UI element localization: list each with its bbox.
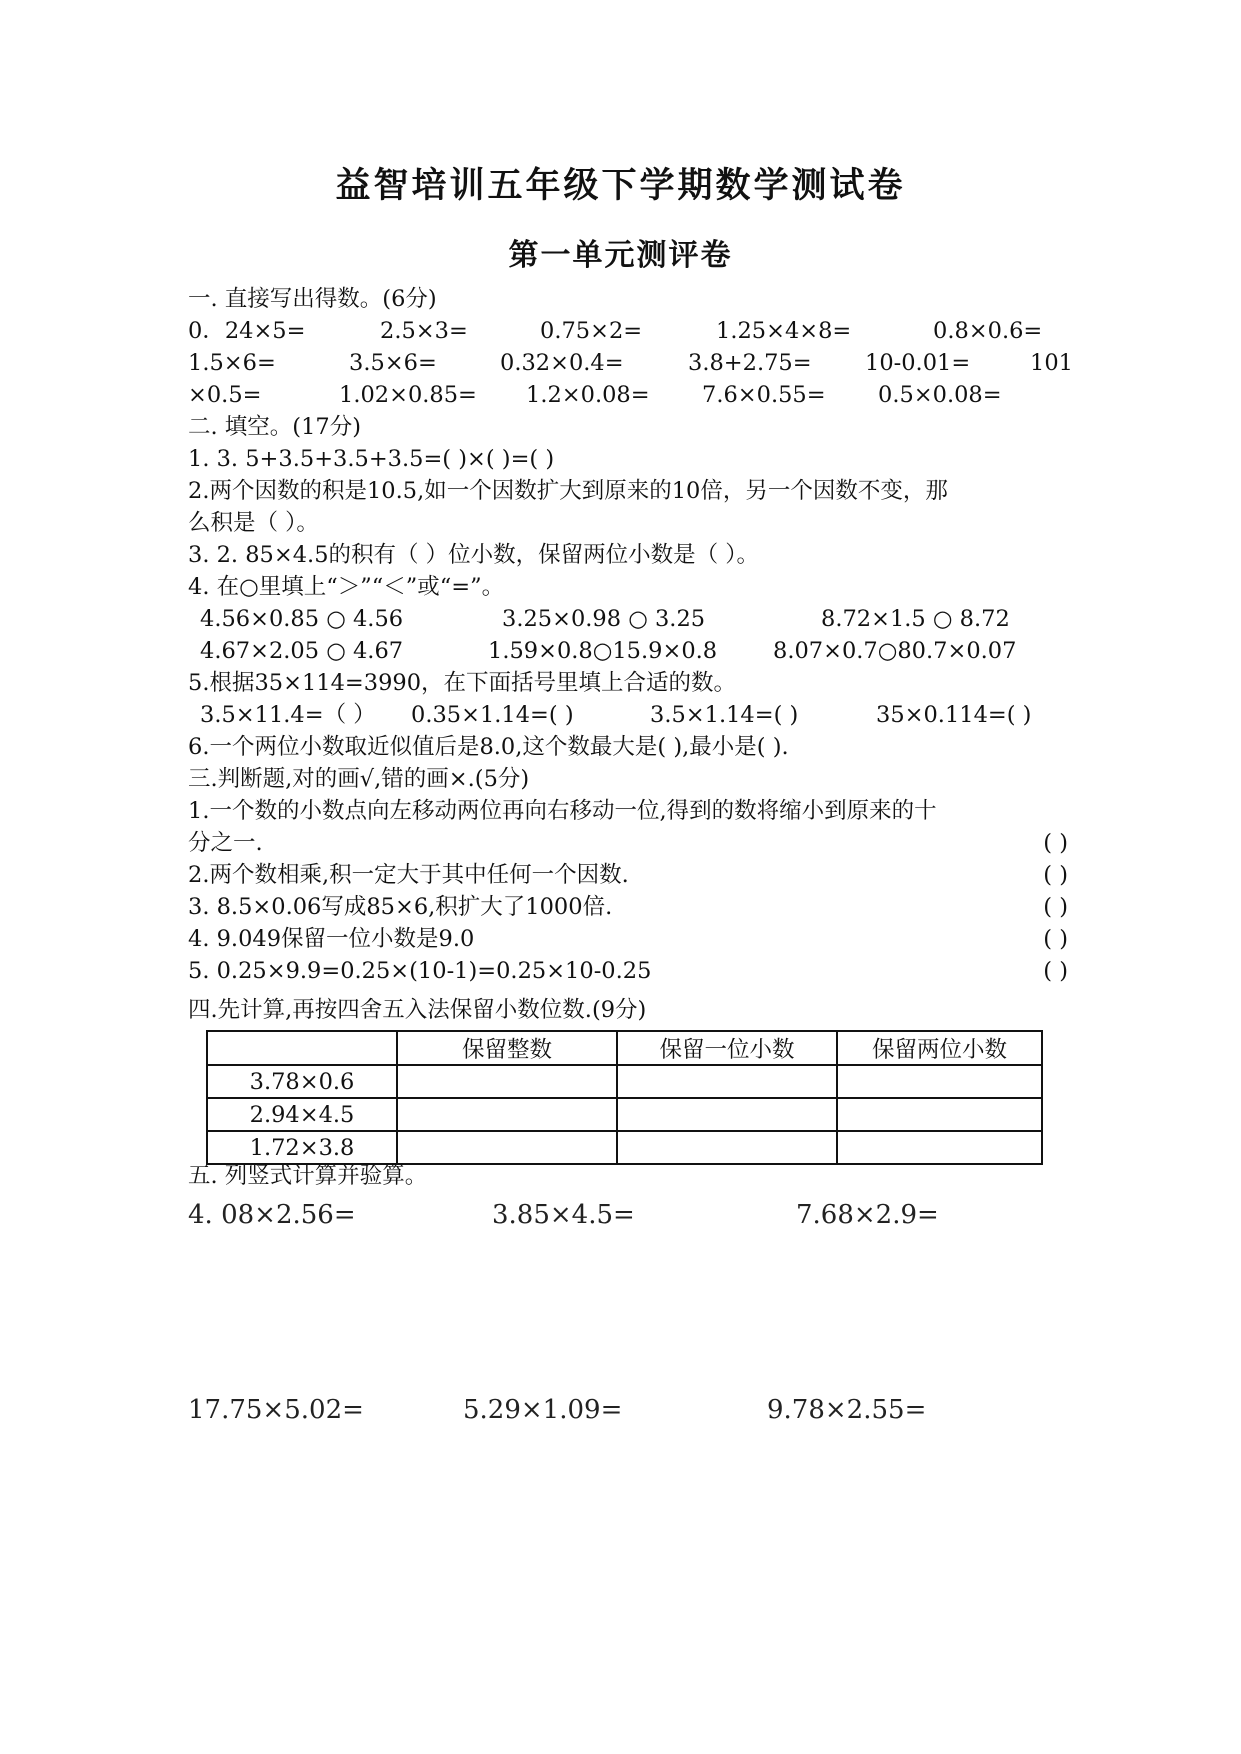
s2-question-3: 3. 2. 85×4.5的积有（ ）位小数，保留两位小数是（ ）。 [188, 542, 760, 568]
comparison-item: 1.59×0.8○15.9×0.8 [488, 638, 718, 664]
answer-parentheses: ( ) [1043, 862, 1068, 888]
s1-item: 10-0.01= [865, 350, 971, 376]
answer-cell[interactable] [617, 1098, 837, 1131]
answer-cell[interactable] [837, 1098, 1042, 1131]
answer-cell[interactable] [397, 1098, 617, 1131]
s1-item: 1.2×0.08= [526, 382, 650, 408]
vertical-calc-problem: 9.78×2.55= [767, 1395, 927, 1425]
fill-item: 3.5×11.4=（ ） [200, 702, 376, 728]
table-row [207, 1065, 1042, 1098]
s2-q4-row1 [188, 603, 1068, 635]
s2-question-1: 1. 3. 5+3.5+3.5+3.5=( )×( )=( ) [188, 446, 555, 472]
section5-heading: 五. 列竖式计算并验算。 [188, 1163, 428, 1189]
s2-question-4: 4. 在○里填上“＞”“＜”或“=”。 [188, 574, 505, 600]
s1-item: 0．24×5= [188, 318, 306, 344]
answer-parentheses: ( ) [1043, 926, 1068, 952]
s1-item: 1.25×4×8= [716, 318, 852, 344]
table-row-label: 1.72×3.8 [207, 1131, 397, 1164]
section1-row1 [188, 315, 1068, 347]
comparison-item: 8.72×1.5 ○ 8.72 [821, 606, 1010, 632]
comparison-item: 4.56×0.85 ○ 4.56 [200, 606, 404, 632]
s2-question-2-cont: 么积是（ ）。 [188, 510, 319, 536]
section4-heading: 四.先计算,再按四舍五入法保留小数位数.(9分) [188, 997, 647, 1023]
s1-item: 1.02×0.85= [339, 382, 477, 408]
table-row-label: 3.78×0.6 [207, 1065, 397, 1098]
section2-heading: 二. 填空。(17分) [188, 414, 361, 440]
table-row-label: 2.94×4.5 [207, 1098, 397, 1131]
s3-q2-text: 2.两个数相乘,积一定大于其中任何一个因数. [188, 862, 629, 888]
s2-q4-row2 [188, 635, 1068, 667]
s1-item: 0.32×0.4= [500, 350, 624, 376]
s3-q3-text: 3. 8.5×0.06写成85×6,积扩大了1000倍. [188, 894, 613, 920]
fill-item: 35×0.114=( ) [876, 702, 1032, 728]
s3-question-2 [188, 859, 1068, 891]
section1-row3 [188, 379, 1068, 411]
page-title: 益智培训五年级下学期数学测试卷 [335, 166, 906, 206]
s3-question-1: 1.一个数的小数点向左移动两位再向右移动一位,得到的数将缩小到原来的十 [188, 798, 937, 824]
s2-question-6: 6.一个两位小数取近似值后是8.0,这个数最大是( ),最小是( ). [188, 734, 789, 760]
s1-item: 2.5×3= [380, 318, 468, 344]
section1-row2 [188, 347, 1073, 379]
answer-parentheses: ( ) [1043, 894, 1068, 920]
s3-q4-text: 4. 9.049保留一位小数是9.0 [188, 926, 475, 952]
s2-q5-row [188, 699, 1068, 731]
s3-question-4 [188, 923, 1068, 955]
vertical-calc-problem: 4. 08×2.56= [188, 1200, 356, 1230]
comparison-item: 3.25×0.98 ○ 3.25 [502, 606, 706, 632]
answer-cell[interactable] [397, 1065, 617, 1098]
answer-cell[interactable] [837, 1065, 1042, 1098]
s1-item: 3.8+2.75= [688, 350, 812, 376]
answer-parentheses: ( ) [1043, 958, 1068, 984]
s1-item: 7.6×0.55= [702, 382, 826, 408]
s1-item: 0.8×0.6= [933, 318, 1043, 344]
s2-question-2: 2.两个因数的积是10.5,如一个因数扩大到原来的10倍，另一个因数不变，那 [188, 478, 948, 504]
s3-question-3 [188, 891, 1068, 923]
s2-question-5: 5.根据35×114=3990，在下面括号里填上合适的数。 [188, 670, 737, 696]
table-row [207, 1098, 1042, 1131]
s3-q1-text: 分之一. [188, 830, 263, 856]
s3-question-1-cont [188, 827, 1068, 859]
section3-heading: 三.判断题,对的画√,错的画×.(5分) [188, 766, 530, 792]
section1-heading: 一. 直接写出得数。(6分) [188, 286, 437, 312]
vertical-calc-problem: 7.68×2.9= [796, 1200, 939, 1230]
fill-item: 0.35×1.14=( ) [411, 702, 574, 728]
vertical-calc-problem: 5.29×1.09= [463, 1395, 623, 1425]
table-header-cell [207, 1031, 397, 1065]
s1-item: 0.75×2= [540, 318, 643, 344]
table-header-row [207, 1031, 1042, 1065]
table-header-cell: 保留整数 [397, 1031, 617, 1065]
s1-item: ×0.5= [188, 382, 262, 408]
page-subtitle: 第一单元测评卷 [508, 238, 733, 273]
table-header-cell: 保留一位小数 [617, 1031, 837, 1065]
s1-item: 1.5×6= [188, 350, 276, 376]
vertical-calc-problem: 17.75×5.02= [188, 1395, 364, 1425]
s1-item: 101 [1030, 350, 1073, 376]
vertical-calc-problem: 3.85×4.5= [492, 1200, 635, 1230]
answer-cell[interactable] [617, 1065, 837, 1098]
comparison-item: 8.07×0.7○80.7×0.07 [773, 638, 1017, 664]
s1-item: 3.5×6= [349, 350, 437, 376]
fill-item: 3.5×1.14=( ) [650, 702, 799, 728]
answer-parentheses: ( ) [1043, 830, 1068, 856]
s1-item: 0.5×0.08= [878, 382, 1002, 408]
table-header-cell: 保留两位小数 [837, 1031, 1042, 1065]
comparison-item: 4.67×2.05 ○ 4.67 [200, 638, 404, 664]
rounding-table [206, 1030, 1043, 1165]
s3-q5-text: 5. 0.25×9.9=0.25×(10-1)=0.25×10-0.25 [188, 958, 652, 984]
s3-question-5 [188, 955, 1068, 987]
